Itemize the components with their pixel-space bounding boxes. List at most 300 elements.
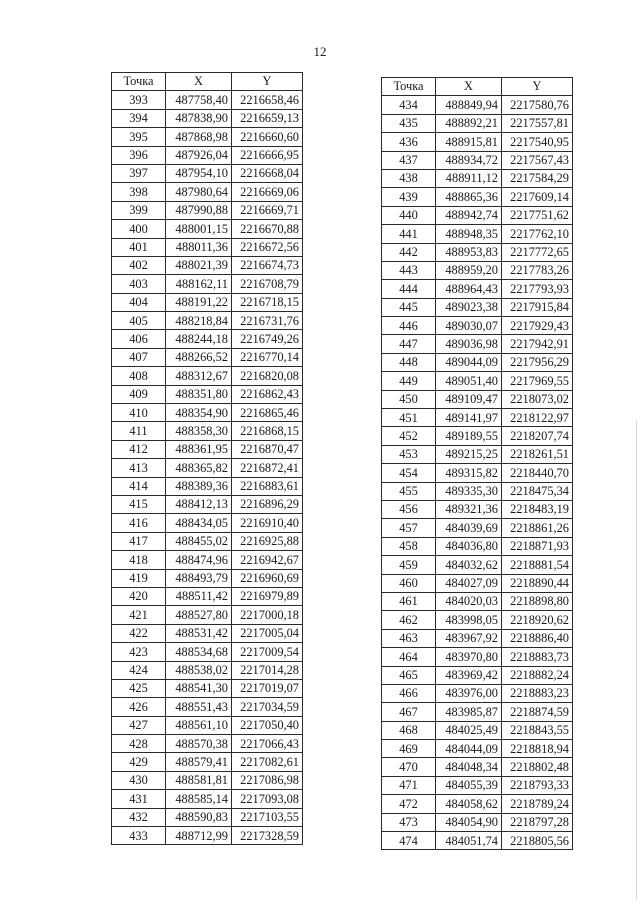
y-coordinate-cell: 2216666,95	[232, 146, 303, 164]
table-row	[112, 827, 303, 845]
x-coordinate-cell: 489023,38	[436, 298, 502, 316]
table-row	[112, 661, 303, 679]
x-coordinate-cell: 487990,88	[166, 201, 232, 219]
page-number: 12	[313, 44, 327, 59]
table-row	[382, 243, 573, 261]
table-row	[382, 96, 573, 114]
x-coordinate-cell: 488455,02	[166, 532, 232, 550]
y-coordinate-cell: 2217969,55	[502, 372, 573, 390]
y-coordinate-cell: 2216942,67	[232, 551, 303, 569]
table-header-row	[112, 73, 303, 91]
point-number-cell: 455	[382, 482, 436, 500]
y-coordinate-cell: 2217103,55	[232, 808, 303, 826]
y-coordinate-cell: 2216708,79	[232, 275, 303, 293]
x-coordinate-cell: 483985,87	[436, 703, 502, 721]
y-coordinate-cell: 2217772,65	[502, 243, 573, 261]
y-coordinate-cell: 2217956,29	[502, 353, 573, 371]
x-coordinate-cell: 484054,90	[436, 813, 502, 831]
y-coordinate-cell: 2216670,88	[232, 220, 303, 238]
point-number-cell: 466	[382, 684, 436, 702]
x-coordinate-cell: 487758,40	[166, 91, 232, 109]
table-row	[112, 753, 303, 771]
table-row	[112, 201, 303, 219]
x-coordinate-cell: 483970,80	[436, 648, 502, 666]
y-coordinate-cell: 2216883,61	[232, 477, 303, 495]
x-coordinate-cell: 488538,02	[166, 661, 232, 679]
point-number-cell: 450	[382, 390, 436, 408]
y-coordinate-cell: 2217762,10	[502, 225, 573, 243]
table-header-row	[382, 78, 573, 96]
x-coordinate-cell: 488934,72	[436, 151, 502, 169]
y-coordinate-cell: 2217328,59	[232, 827, 303, 845]
table-row	[112, 128, 303, 146]
x-coordinate-cell: 489044,09	[436, 353, 502, 371]
y-coordinate-cell: 2217034,59	[232, 698, 303, 716]
point-number-cell: 398	[112, 183, 166, 201]
x-coordinate-cell: 488162,11	[166, 275, 232, 293]
table-row	[112, 551, 303, 569]
scan-edge-line	[636, 420, 637, 900]
table-row	[382, 703, 573, 721]
y-coordinate-cell: 2218207,74	[502, 427, 573, 445]
table-row	[382, 574, 573, 592]
y-coordinate-cell: 2217929,43	[502, 317, 573, 335]
table-row	[382, 556, 573, 574]
y-coordinate-cell: 2218440,70	[502, 464, 573, 482]
table-row	[382, 519, 573, 537]
point-number-cell: 463	[382, 629, 436, 647]
y-coordinate-cell: 2216960,69	[232, 569, 303, 587]
point-number-cell: 419	[112, 569, 166, 587]
x-coordinate-cell: 488011,36	[166, 238, 232, 256]
y-coordinate-cell: 2218886,40	[502, 629, 573, 647]
point-number-cell: 413	[112, 459, 166, 477]
point-number-cell: 468	[382, 721, 436, 739]
y-coordinate-cell: 2216674,73	[232, 256, 303, 274]
y-coordinate-cell: 2217567,43	[502, 151, 573, 169]
y-coordinate-cell: 2217609,14	[502, 188, 573, 206]
y-coordinate-cell: 2218805,56	[502, 832, 573, 850]
x-coordinate-cell: 483976,00	[436, 684, 502, 702]
table-row	[382, 169, 573, 187]
table-row	[382, 298, 573, 316]
table-row	[112, 771, 303, 789]
point-number-cell: 438	[382, 169, 436, 187]
table-row	[382, 813, 573, 831]
x-coordinate-cell: 488361,95	[166, 440, 232, 458]
x-coordinate-cell: 487980,64	[166, 183, 232, 201]
point-number-cell: 429	[112, 753, 166, 771]
y-coordinate-cell: 2217584,29	[502, 169, 573, 187]
y-coordinate-cell: 2217915,84	[502, 298, 573, 316]
y-coordinate-cell: 2218882,24	[502, 666, 573, 684]
table-row	[112, 716, 303, 734]
x-coordinate-cell: 488191,22	[166, 293, 232, 311]
table-row	[382, 335, 573, 353]
point-number-cell: 393	[112, 91, 166, 109]
y-coordinate-cell: 2218793,33	[502, 776, 573, 794]
y-coordinate-cell: 2217066,43	[232, 735, 303, 753]
y-coordinate-cell: 2218861,26	[502, 519, 573, 537]
x-coordinate-cell: 488218,84	[166, 312, 232, 330]
point-number-cell: 427	[112, 716, 166, 734]
x-coordinate-cell: 484058,62	[436, 795, 502, 813]
point-number-cell: 469	[382, 740, 436, 758]
x-coordinate-cell: 484048,34	[436, 758, 502, 776]
table-row	[112, 532, 303, 550]
point-number-cell: 430	[112, 771, 166, 789]
x-coordinate-cell: 488511,42	[166, 587, 232, 605]
point-number-cell: 402	[112, 256, 166, 274]
table-row	[112, 514, 303, 532]
point-number-cell: 399	[112, 201, 166, 219]
x-coordinate-cell: 488266,52	[166, 348, 232, 366]
x-coordinate-cell: 488964,43	[436, 280, 502, 298]
x-coordinate-cell: 488493,79	[166, 569, 232, 587]
table-row	[382, 353, 573, 371]
x-coordinate-cell: 488942,74	[436, 206, 502, 224]
table-row	[112, 164, 303, 182]
x-coordinate-cell: 488527,80	[166, 606, 232, 624]
y-coordinate-cell: 2217783,26	[502, 261, 573, 279]
table-row	[112, 440, 303, 458]
table-row	[382, 592, 573, 610]
point-number-cell: 443	[382, 261, 436, 279]
table-row	[112, 624, 303, 642]
point-number-cell: 461	[382, 592, 436, 610]
point-number-cell: 457	[382, 519, 436, 537]
y-coordinate-cell: 2216979,89	[232, 587, 303, 605]
coordinates-table-right	[381, 77, 573, 850]
y-coordinate-cell: 2218883,23	[502, 684, 573, 702]
point-number-cell: 416	[112, 514, 166, 532]
x-coordinate-cell: 489189,55	[436, 427, 502, 445]
table-row	[112, 790, 303, 808]
x-coordinate-cell: 484051,74	[436, 832, 502, 850]
table-row	[112, 459, 303, 477]
x-coordinate-cell: 483998,05	[436, 611, 502, 629]
x-coordinate-cell: 488312,67	[166, 367, 232, 385]
y-coordinate-cell: 2216731,76	[232, 312, 303, 330]
point-number-cell: 426	[112, 698, 166, 716]
header-x: X	[436, 78, 502, 96]
point-number-cell: 414	[112, 477, 166, 495]
table-body-left	[112, 91, 303, 845]
point-number-cell: 437	[382, 151, 436, 169]
table-row	[382, 482, 573, 500]
table-row	[382, 372, 573, 390]
table-row	[112, 238, 303, 256]
table-row	[112, 698, 303, 716]
table-row	[382, 114, 573, 132]
x-coordinate-cell: 488244,18	[166, 330, 232, 348]
y-coordinate-cell: 2216749,26	[232, 330, 303, 348]
table-row	[112, 312, 303, 330]
y-coordinate-cell: 2216872,41	[232, 459, 303, 477]
point-number-cell: 474	[382, 832, 436, 850]
x-coordinate-cell: 488021,39	[166, 256, 232, 274]
x-coordinate-cell: 488585,14	[166, 790, 232, 808]
y-coordinate-cell: 2218789,24	[502, 795, 573, 813]
point-number-cell: 400	[112, 220, 166, 238]
point-number-cell: 395	[112, 128, 166, 146]
point-number-cell: 408	[112, 367, 166, 385]
table-row	[112, 679, 303, 697]
table-row	[112, 109, 303, 127]
x-coordinate-cell: 488712,99	[166, 827, 232, 845]
point-number-cell: 412	[112, 440, 166, 458]
table-row	[112, 256, 303, 274]
y-coordinate-cell: 2218890,44	[502, 574, 573, 592]
table-row	[112, 91, 303, 109]
point-number-cell: 449	[382, 372, 436, 390]
point-number-cell: 445	[382, 298, 436, 316]
x-coordinate-cell: 488865,36	[436, 188, 502, 206]
y-coordinate-cell: 2216668,04	[232, 164, 303, 182]
x-coordinate-cell: 488474,96	[166, 551, 232, 569]
point-number-cell: 472	[382, 795, 436, 813]
x-coordinate-cell: 484039,69	[436, 519, 502, 537]
point-number-cell: 425	[112, 679, 166, 697]
y-coordinate-cell: 2216718,15	[232, 293, 303, 311]
table-row	[112, 606, 303, 624]
point-number-cell: 459	[382, 556, 436, 574]
x-coordinate-cell: 484055,39	[436, 776, 502, 794]
point-number-cell: 418	[112, 551, 166, 569]
point-number-cell: 448	[382, 353, 436, 371]
header-y: Y	[502, 78, 573, 96]
y-coordinate-cell: 2216660,60	[232, 128, 303, 146]
y-coordinate-cell: 2217793,93	[502, 280, 573, 298]
point-number-cell: 405	[112, 312, 166, 330]
table-row	[112, 404, 303, 422]
y-coordinate-cell: 2218475,34	[502, 482, 573, 500]
table-row	[112, 330, 303, 348]
table-row	[112, 183, 303, 201]
point-number-cell: 397	[112, 164, 166, 182]
point-number-cell: 444	[382, 280, 436, 298]
table-row	[382, 611, 573, 629]
table-row	[112, 477, 303, 495]
point-number-cell: 460	[382, 574, 436, 592]
y-coordinate-cell: 2216925,88	[232, 532, 303, 550]
y-coordinate-cell: 2218843,55	[502, 721, 573, 739]
point-number-cell: 436	[382, 133, 436, 151]
table-row	[382, 133, 573, 151]
point-number-cell: 440	[382, 206, 436, 224]
table-row	[382, 776, 573, 794]
table-row	[382, 280, 573, 298]
y-coordinate-cell: 2217093,08	[232, 790, 303, 808]
point-number-cell: 409	[112, 385, 166, 403]
table-row	[382, 721, 573, 739]
y-coordinate-cell: 2218818,94	[502, 740, 573, 758]
y-coordinate-cell: 2216672,56	[232, 238, 303, 256]
table-row	[382, 684, 573, 702]
x-coordinate-cell: 488351,80	[166, 385, 232, 403]
table-row	[382, 758, 573, 776]
point-number-cell: 434	[382, 96, 436, 114]
x-coordinate-cell: 484027,09	[436, 574, 502, 592]
y-coordinate-cell: 2217019,07	[232, 679, 303, 697]
table-row	[382, 409, 573, 427]
point-number-cell: 422	[112, 624, 166, 642]
y-coordinate-cell: 2218883,73	[502, 648, 573, 666]
table-row	[112, 643, 303, 661]
y-coordinate-cell: 2218898,80	[502, 592, 573, 610]
point-number-cell: 431	[112, 790, 166, 808]
x-coordinate-cell: 489315,82	[436, 464, 502, 482]
point-number-cell: 471	[382, 776, 436, 794]
y-coordinate-cell: 2216862,43	[232, 385, 303, 403]
point-number-cell: 394	[112, 109, 166, 127]
x-coordinate-cell: 487868,98	[166, 128, 232, 146]
x-coordinate-cell: 484020,03	[436, 592, 502, 610]
table-row	[382, 500, 573, 518]
point-number-cell: 421	[112, 606, 166, 624]
table-row	[112, 808, 303, 826]
y-coordinate-cell: 2217540,95	[502, 133, 573, 151]
table-row	[112, 220, 303, 238]
table-row	[112, 735, 303, 753]
x-coordinate-cell: 488534,68	[166, 643, 232, 661]
x-coordinate-cell: 483969,42	[436, 666, 502, 684]
table-row	[382, 206, 573, 224]
x-coordinate-cell: 484036,80	[436, 537, 502, 555]
point-number-cell: 396	[112, 146, 166, 164]
y-coordinate-cell: 2216770,14	[232, 348, 303, 366]
point-number-cell: 465	[382, 666, 436, 684]
point-number-cell: 451	[382, 409, 436, 427]
point-number-cell: 410	[112, 404, 166, 422]
x-coordinate-cell: 487838,90	[166, 109, 232, 127]
x-coordinate-cell: 484032,62	[436, 556, 502, 574]
point-number-cell: 415	[112, 495, 166, 513]
point-number-cell: 462	[382, 611, 436, 629]
point-number-cell: 406	[112, 330, 166, 348]
x-coordinate-cell: 487926,04	[166, 146, 232, 164]
y-coordinate-cell: 2217086,98	[232, 771, 303, 789]
x-coordinate-cell: 489030,07	[436, 317, 502, 335]
x-coordinate-cell: 489036,98	[436, 335, 502, 353]
point-number-cell: 464	[382, 648, 436, 666]
x-coordinate-cell: 488849,94	[436, 96, 502, 114]
table-row	[382, 390, 573, 408]
point-number-cell: 433	[112, 827, 166, 845]
x-coordinate-cell: 489335,30	[436, 482, 502, 500]
y-coordinate-cell: 2218881,54	[502, 556, 573, 574]
point-number-cell: 454	[382, 464, 436, 482]
y-coordinate-cell: 2218073,02	[502, 390, 573, 408]
x-coordinate-cell: 488001,15	[166, 220, 232, 238]
y-coordinate-cell: 2218122,97	[502, 409, 573, 427]
table-row	[382, 795, 573, 813]
point-number-cell: 411	[112, 422, 166, 440]
coordinates-table-left	[111, 72, 303, 845]
y-coordinate-cell: 2218483,19	[502, 500, 573, 518]
table-row	[112, 275, 303, 293]
x-coordinate-cell: 488434,05	[166, 514, 232, 532]
header-point: Точка	[112, 73, 166, 91]
y-coordinate-cell: 2217082,61	[232, 753, 303, 771]
x-coordinate-cell: 488948,35	[436, 225, 502, 243]
y-coordinate-cell: 2217014,28	[232, 661, 303, 679]
x-coordinate-cell: 488561,10	[166, 716, 232, 734]
y-coordinate-cell: 2217751,62	[502, 206, 573, 224]
x-coordinate-cell: 489215,25	[436, 445, 502, 463]
x-coordinate-cell: 488959,20	[436, 261, 502, 279]
x-coordinate-cell: 489321,36	[436, 500, 502, 518]
point-number-cell: 432	[112, 808, 166, 826]
x-coordinate-cell: 488581,81	[166, 771, 232, 789]
table-body-right	[382, 96, 573, 850]
table-row	[382, 151, 573, 169]
point-number-cell: 453	[382, 445, 436, 463]
header-x: X	[166, 73, 232, 91]
x-coordinate-cell: 489051,40	[436, 372, 502, 390]
y-coordinate-cell: 2216820,08	[232, 367, 303, 385]
point-number-cell: 441	[382, 225, 436, 243]
x-coordinate-cell: 488892,21	[436, 114, 502, 132]
table-row	[382, 740, 573, 758]
y-coordinate-cell: 2216659,13	[232, 109, 303, 127]
table-row	[382, 629, 573, 647]
table-row	[112, 348, 303, 366]
table-row	[382, 427, 573, 445]
table-row	[382, 188, 573, 206]
point-number-cell: 473	[382, 813, 436, 831]
x-coordinate-cell: 487954,10	[166, 164, 232, 182]
point-number-cell: 452	[382, 427, 436, 445]
header-point: Точка	[382, 78, 436, 96]
y-coordinate-cell: 2216870,47	[232, 440, 303, 458]
point-number-cell: 424	[112, 661, 166, 679]
y-coordinate-cell: 2218871,93	[502, 537, 573, 555]
y-coordinate-cell: 2217005,04	[232, 624, 303, 642]
table-row	[112, 293, 303, 311]
x-coordinate-cell: 488354,90	[166, 404, 232, 422]
x-coordinate-cell: 483967,92	[436, 629, 502, 647]
point-number-cell: 456	[382, 500, 436, 518]
y-coordinate-cell: 2216910,40	[232, 514, 303, 532]
x-coordinate-cell: 488531,42	[166, 624, 232, 642]
point-number-cell: 407	[112, 348, 166, 366]
table-row	[382, 537, 573, 555]
x-coordinate-cell: 488570,38	[166, 735, 232, 753]
point-number-cell: 403	[112, 275, 166, 293]
table-row	[382, 666, 573, 684]
y-coordinate-cell: 2217580,76	[502, 96, 573, 114]
point-number-cell: 442	[382, 243, 436, 261]
y-coordinate-cell: 2218797,28	[502, 813, 573, 831]
table-row	[382, 445, 573, 463]
x-coordinate-cell: 488911,12	[436, 169, 502, 187]
point-number-cell: 458	[382, 537, 436, 555]
x-coordinate-cell: 488953,83	[436, 243, 502, 261]
x-coordinate-cell: 488590,83	[166, 808, 232, 826]
table-row	[112, 367, 303, 385]
table-row	[382, 832, 573, 850]
point-number-cell: 446	[382, 317, 436, 335]
point-number-cell: 470	[382, 758, 436, 776]
x-coordinate-cell: 488551,43	[166, 698, 232, 716]
y-coordinate-cell: 2217557,81	[502, 114, 573, 132]
y-coordinate-cell: 2218802,48	[502, 758, 573, 776]
y-coordinate-cell: 2218874,59	[502, 703, 573, 721]
y-coordinate-cell: 2216669,06	[232, 183, 303, 201]
point-number-cell: 467	[382, 703, 436, 721]
point-number-cell: 439	[382, 188, 436, 206]
